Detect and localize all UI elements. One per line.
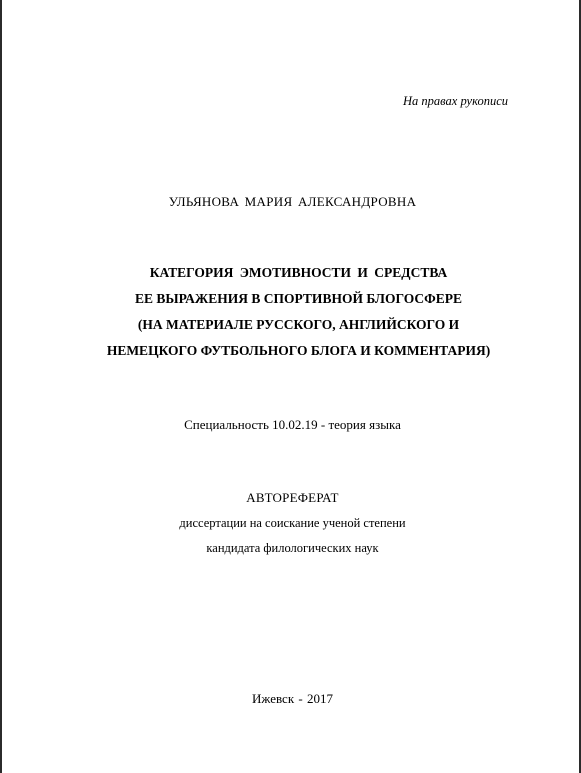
title-line-4: НЕМЕЦКОГО ФУТБОЛЬНОГО БЛОГА И КОММЕНТАРИЯ): [106, 343, 491, 358]
degree-line-1: диссертации на соискание ученой степени: [179, 516, 406, 530]
rights-note: На правах рукописи: [403, 94, 508, 108]
degree-line-2: кандидата филологических наук: [206, 541, 379, 555]
title-line-1: КАТЕГОРИЯ ЭМОТИВНОСТИ И СРЕДСТВА: [149, 265, 448, 280]
city-year: Ижевск - 2017: [252, 691, 333, 706]
title-line-3: (НА МАТЕРИАЛЕ РУССКОГО, АНГЛИЙСКОГО И: [137, 317, 460, 332]
author-name: УЛЬЯНОВА МАРИЯ АЛЕКСАНДРОВНА: [168, 194, 417, 209]
specialty-line: Специальность 10.02.19 - теория языка: [184, 417, 401, 432]
abstract-label: АВТОРЕФЕРАТ: [246, 490, 339, 505]
title-line-2: ЕЕ ВЫРАЖЕНИЯ В СПОРТИВНОЙ БЛОГОСФЕРЕ: [135, 291, 462, 306]
